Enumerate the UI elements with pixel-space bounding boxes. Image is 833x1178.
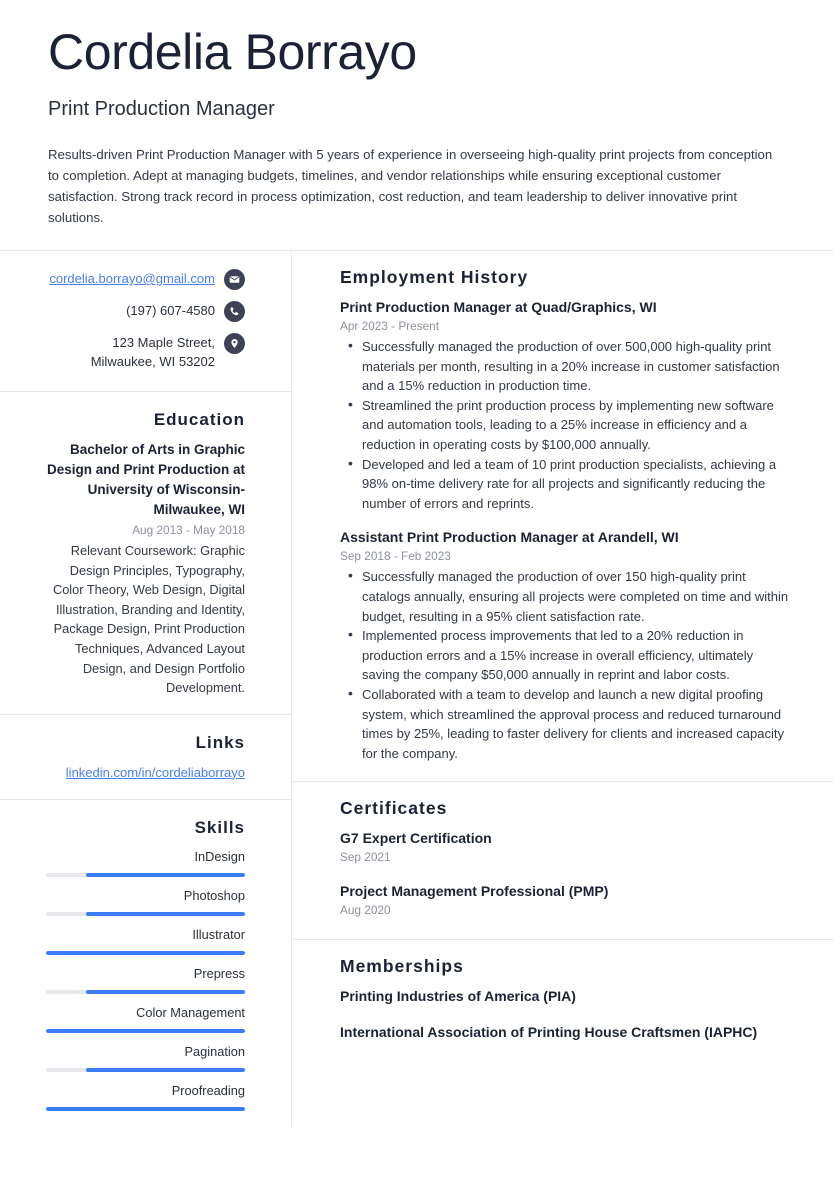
envelope-icon bbox=[224, 269, 245, 290]
skill-bar-fill bbox=[86, 873, 245, 877]
contact-email-value[interactable]: cordelia.borrayo@gmail.com bbox=[49, 271, 215, 286]
content-columns bbox=[0, 251, 833, 1127]
certificates-section-title: Certificates bbox=[340, 798, 448, 819]
skill-item bbox=[46, 1043, 245, 1072]
links-section-title: Links bbox=[195, 732, 245, 752]
certificates-section bbox=[292, 782, 833, 940]
bullet-item: • Streamlined the print production process by implementing new software and automation tools, leading to a 25% increase in efficiency and a reduction in operating costs by $100,000 annually. bbox=[362, 396, 793, 455]
skill-bar-track bbox=[46, 1107, 245, 1111]
skill-label: Color Management bbox=[136, 1004, 245, 1020]
employment-entry-title: Print Production Manager at Quad/Graphics, WI bbox=[340, 299, 657, 315]
location-pin-icon bbox=[224, 333, 245, 354]
education-degree: Bachelor of Arts in Graphic Design and Print Production at University of Wisconsin-Milwaukee, WI bbox=[46, 442, 245, 517]
skill-item bbox=[46, 926, 245, 955]
professional-summary: Results-driven Print Production Manager with 5 years of experience in overseeing high-quality print projects from conception to completion. Adept at managing budgets, timelines, and vendor relationships while ensuring exceptional customer satisfaction. Strong track record in process optimization, cost reduction, and team leadership to deliver innovative print solutions. bbox=[48, 147, 773, 225]
education-section bbox=[0, 392, 291, 715]
skill-label: Photoshop bbox=[183, 887, 245, 903]
skill-label: Proofreading bbox=[171, 1082, 245, 1098]
skills-section bbox=[0, 800, 291, 1127]
skill-bar-track bbox=[46, 912, 245, 916]
memberships-section bbox=[292, 940, 833, 1060]
membership-entry: Printing Industries of America (PIA) bbox=[340, 988, 576, 1005]
skill-bar-fill bbox=[86, 912, 245, 916]
employment-entry-date: Sep 2018 - Feb 2023 bbox=[340, 549, 451, 564]
links-section bbox=[0, 715, 291, 800]
skills-section-title: Skills bbox=[194, 817, 245, 837]
contact-phone-row[interactable] bbox=[46, 301, 245, 322]
employment-entry bbox=[340, 297, 793, 513]
bullet-item: • Collaborated with a team to develop and launch a new digital proofing system, which streamlined the approval process and reduced turnaround times by 25%, leading to faster delivery for clients and increased capacity for the company. bbox=[362, 685, 793, 763]
skill-item bbox=[46, 1082, 245, 1111]
employment-history-section bbox=[292, 251, 833, 782]
main-column bbox=[292, 251, 833, 1127]
employment-entry-bullets bbox=[340, 337, 793, 513]
bullet-item: • Implemented process improvements that led to a 20% reduction in production errors and a 15% increase in overall efficiency, ultimately saving the company $50,000 annually in reprint and labor costs. bbox=[362, 626, 793, 685]
skill-item bbox=[46, 887, 245, 916]
employment-entry-title: Assistant Print Production Manager at Arandell, WI bbox=[340, 529, 679, 546]
link-item-linkedin[interactable]: linkedin.com/in/cordeliaborrayo bbox=[65, 764, 245, 780]
employment-entry bbox=[340, 527, 793, 763]
employment-section-title: Employment History bbox=[340, 267, 529, 287]
sidebar-column bbox=[0, 251, 292, 1127]
job-title: Print Production Manager bbox=[48, 98, 275, 120]
skill-bar-track bbox=[46, 990, 245, 994]
certificate-entry bbox=[340, 881, 793, 919]
certificate-date: Sep 2021 bbox=[340, 850, 391, 865]
skill-bar-track bbox=[46, 951, 245, 955]
contact-address-row bbox=[46, 333, 245, 371]
skill-bar-fill bbox=[86, 1068, 245, 1072]
skill-item bbox=[46, 848, 245, 877]
bullet-item: • Successfully managed the production of over 150 high-quality print catalogs annually, ensuring all projects were completed on time and within budget, resulting in a 95% client satisfaction rate. bbox=[362, 567, 793, 626]
skill-bar-fill bbox=[46, 1107, 245, 1111]
skill-item bbox=[46, 1004, 245, 1033]
certificate-title: Project Management Professional (PMP) bbox=[340, 883, 609, 900]
contact-section bbox=[0, 251, 291, 392]
skill-label: Illustrator bbox=[192, 926, 245, 942]
employment-entry-bullets bbox=[340, 567, 793, 763]
skill-bar-track bbox=[46, 1068, 245, 1072]
bullet-item: • Developed and led a team of 10 print production specialists, achieving a 98% on-time delivery rate for all projects and significantly reducing the number of errors and reprints. bbox=[362, 455, 793, 514]
skill-label: Pagination bbox=[184, 1043, 245, 1059]
education-section-title: Education bbox=[153, 410, 245, 429]
education-date: Aug 2013 - May 2018 bbox=[132, 523, 245, 537]
skill-label: InDesign bbox=[194, 848, 245, 864]
skill-bar-fill bbox=[46, 951, 245, 955]
contact-phone-value: (197) 607-4580 bbox=[126, 303, 215, 318]
memberships-section-title: Memberships bbox=[340, 956, 464, 977]
certificate-title: G7 Expert Certification bbox=[340, 830, 492, 847]
contact-email-row[interactable] bbox=[46, 269, 245, 290]
skill-bar-track bbox=[46, 1029, 245, 1033]
resume-header bbox=[0, 0, 833, 250]
bullet-item: • Successfully managed the production of over 500,000 high-quality print materials per month, resulting in a 20% increase in customer satisfaction and a 15% reduction in production time. bbox=[362, 337, 793, 396]
skill-label: Prepress bbox=[193, 965, 245, 981]
certificate-date: Aug 2020 bbox=[340, 903, 391, 918]
skill-bar-fill bbox=[86, 990, 245, 994]
employment-entry-date: Apr 2023 - Present bbox=[340, 319, 440, 333]
skill-item bbox=[46, 965, 245, 994]
phone-icon bbox=[224, 301, 245, 322]
membership-entry: International Association of Printing House Craftsmen (IAPHC) bbox=[340, 1024, 758, 1041]
skill-bar-track bbox=[46, 873, 245, 877]
skill-bar-fill bbox=[46, 1029, 245, 1033]
page-title: Cordelia Borrayo bbox=[48, 24, 417, 80]
certificate-entry bbox=[340, 828, 793, 866]
education-description: Relevant Coursework: Graphic Design Principles, Typography, Color Theory, Web Design, Digital Illustration, Branding and Identity, Package Design, Print Production Techniques, Advanced Layout Design, and Design Portfolio Development. bbox=[52, 543, 245, 696]
contact-address-value: 123 Maple Street, Milwaukee, WI 53202 bbox=[90, 335, 215, 369]
